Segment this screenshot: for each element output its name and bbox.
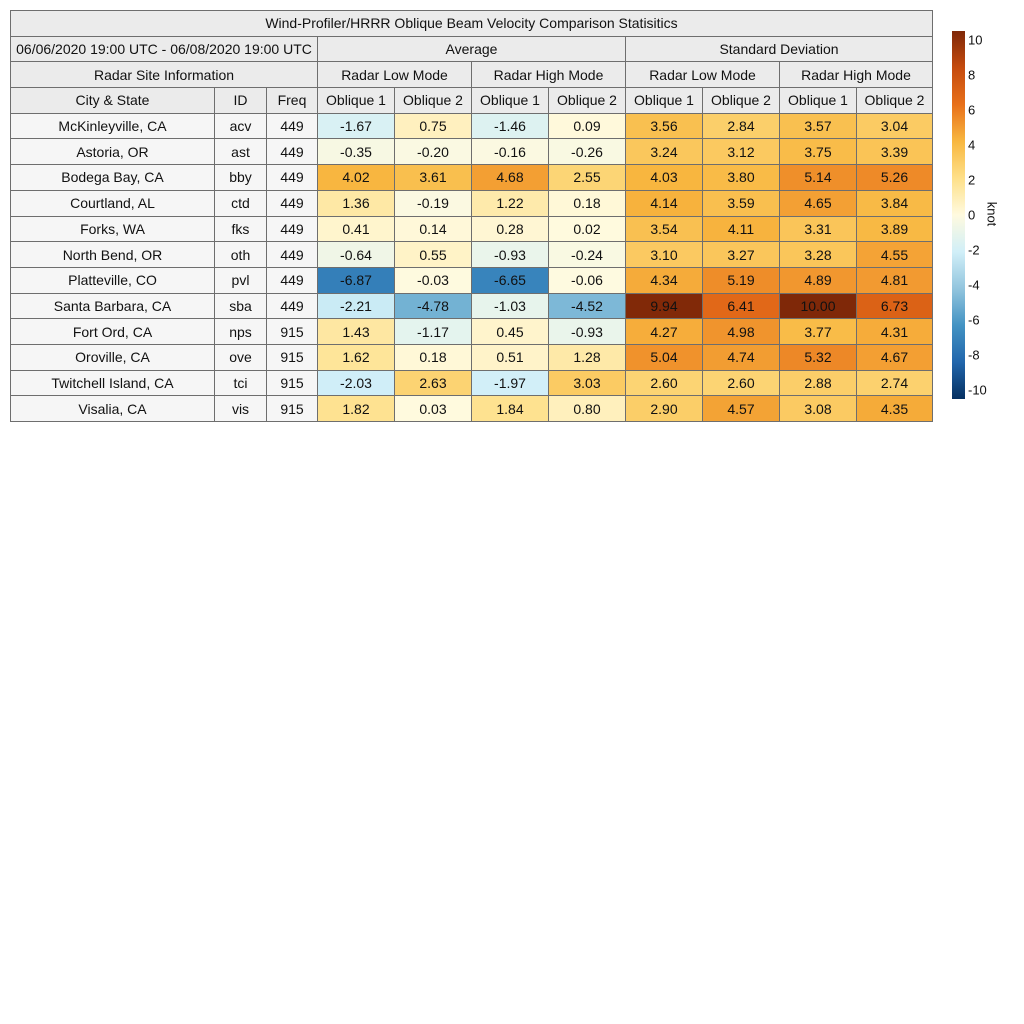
value-cell: 4.27: [626, 319, 703, 345]
table-row: [11, 165, 933, 191]
value-cell: 3.39: [857, 139, 933, 165]
value-cell: 0.02: [549, 216, 626, 242]
city-cell: Bodega Bay, CA: [11, 165, 215, 191]
colorbar-tick-label: -4: [968, 277, 980, 293]
std-high-mode-header: Radar High Mode: [780, 62, 933, 88]
value-cell: 0.03: [395, 396, 472, 422]
value-column-header: Oblique 1: [318, 88, 395, 114]
freq-cell: 915: [267, 319, 318, 345]
value-cell: 3.59: [703, 190, 780, 216]
value-cell: 4.55: [857, 242, 933, 268]
freq-cell: 449: [267, 165, 318, 191]
value-cell: 4.34: [626, 267, 703, 293]
freq-cell: 449: [267, 242, 318, 268]
table-row: [11, 139, 933, 165]
colorbar-tick-label: -2: [968, 242, 980, 258]
value-cell: 10.00: [780, 293, 857, 319]
value-cell: -0.03: [395, 267, 472, 293]
value-cell: 2.84: [703, 113, 780, 139]
colorbar-tick-label: -8: [968, 347, 980, 363]
value-cell: 4.14: [626, 190, 703, 216]
statistics-table: [10, 10, 933, 422]
value-cell: 3.28: [780, 242, 857, 268]
avg-high-mode-header: Radar High Mode: [472, 62, 626, 88]
value-cell: 4.02: [318, 165, 395, 191]
city-cell: Fort Ord, CA: [11, 319, 215, 345]
freq-column-header: Freq: [267, 88, 318, 114]
value-column-header: Oblique 2: [703, 88, 780, 114]
value-cell: 4.68: [472, 165, 549, 191]
city-cell: Forks, WA: [11, 216, 215, 242]
std-dev-header: Standard Deviation: [626, 36, 933, 62]
freq-cell: 449: [267, 139, 318, 165]
value-column-header: Oblique 2: [857, 88, 933, 114]
city-cell: Platteville, CO: [11, 267, 215, 293]
value-cell: -2.21: [318, 293, 395, 319]
table-title: Wind-Profiler/HRRR Oblique Beam Velocity Comparison Statisitics: [11, 11, 933, 37]
value-cell: -6.87: [318, 267, 395, 293]
std-low-mode-header: Radar Low Mode: [626, 62, 780, 88]
value-cell: 4.57: [703, 396, 780, 422]
freq-cell: 449: [267, 267, 318, 293]
value-cell: 4.35: [857, 396, 933, 422]
city-cell: Visalia, CA: [11, 396, 215, 422]
value-cell: 4.65: [780, 190, 857, 216]
value-column-header: Oblique 2: [549, 88, 626, 114]
value-cell: -0.16: [472, 139, 549, 165]
value-cell: 3.61: [395, 165, 472, 191]
value-cell: 2.55: [549, 165, 626, 191]
value-cell: -1.67: [318, 113, 395, 139]
table-row: [11, 344, 933, 370]
value-cell: 5.04: [626, 344, 703, 370]
colorbar-tick-label: 6: [968, 102, 976, 118]
value-cell: 1.22: [472, 190, 549, 216]
id-cell: oth: [215, 242, 267, 268]
id-cell: bby: [215, 165, 267, 191]
colorbar-tick-label: 2: [968, 172, 976, 188]
value-cell: 3.31: [780, 216, 857, 242]
id-cell: ove: [215, 344, 267, 370]
freq-cell: 915: [267, 344, 318, 370]
value-cell: 2.60: [626, 370, 703, 396]
value-cell: 0.55: [395, 242, 472, 268]
colorbar-tick-label: 4: [968, 137, 976, 153]
value-column-header: Oblique 2: [395, 88, 472, 114]
value-cell: 0.75: [395, 113, 472, 139]
value-cell: 4.98: [703, 319, 780, 345]
value-cell: 3.08: [780, 396, 857, 422]
city-column-header: City & State: [11, 88, 215, 114]
value-cell: 0.80: [549, 396, 626, 422]
site-info-header: Radar Site Information: [11, 62, 318, 88]
table-row: [11, 293, 933, 319]
average-header: Average: [318, 36, 626, 62]
value-cell: -0.64: [318, 242, 395, 268]
table-row: [11, 242, 933, 268]
table-row: [11, 190, 933, 216]
value-cell: 2.90: [626, 396, 703, 422]
value-cell: -4.52: [549, 293, 626, 319]
table-row: [11, 319, 933, 345]
avg-low-mode-header: Radar Low Mode: [318, 62, 472, 88]
value-column-header: Oblique 1: [626, 88, 703, 114]
id-cell: fks: [215, 216, 267, 242]
value-cell: 1.62: [318, 344, 395, 370]
value-cell: 0.18: [395, 344, 472, 370]
value-cell: 3.24: [626, 139, 703, 165]
freq-cell: 449: [267, 293, 318, 319]
table-row: [11, 370, 933, 396]
value-column-header: Oblique 1: [780, 88, 857, 114]
value-cell: 4.89: [780, 267, 857, 293]
value-cell: 0.18: [549, 190, 626, 216]
value-cell: 6.41: [703, 293, 780, 319]
id-cell: pvl: [215, 267, 267, 293]
city-cell: Oroville, CA: [11, 344, 215, 370]
city-cell: Courtland, AL: [11, 190, 215, 216]
value-cell: 3.10: [626, 242, 703, 268]
colorbar-tick-label: -10: [968, 382, 987, 398]
value-cell: 0.45: [472, 319, 549, 345]
value-cell: 2.74: [857, 370, 933, 396]
value-cell: -0.35: [318, 139, 395, 165]
id-cell: ast: [215, 139, 267, 165]
id-column-header: ID: [215, 88, 267, 114]
value-cell: 1.84: [472, 396, 549, 422]
value-cell: 0.51: [472, 344, 549, 370]
colorbar-tick-label: 8: [968, 67, 976, 83]
city-cell: Santa Barbara, CA: [11, 293, 215, 319]
id-cell: sba: [215, 293, 267, 319]
value-cell: 3.89: [857, 216, 933, 242]
value-cell: 0.14: [395, 216, 472, 242]
freq-cell: 449: [267, 113, 318, 139]
value-cell: 0.41: [318, 216, 395, 242]
value-cell: -6.65: [472, 267, 549, 293]
value-cell: 3.57: [780, 113, 857, 139]
value-cell: -1.46: [472, 113, 549, 139]
value-cell: 1.28: [549, 344, 626, 370]
value-cell: 4.31: [857, 319, 933, 345]
value-cell: -2.03: [318, 370, 395, 396]
colorbar-tick-label: 10: [968, 32, 983, 48]
city-cell: North Bend, OR: [11, 242, 215, 268]
value-cell: 4.67: [857, 344, 933, 370]
value-cell: 3.54: [626, 216, 703, 242]
value-cell: 3.04: [857, 113, 933, 139]
colorbar-tick-label: 0: [968, 207, 976, 223]
freq-cell: 915: [267, 396, 318, 422]
id-cell: acv: [215, 113, 267, 139]
freq-cell: 915: [267, 370, 318, 396]
value-cell: 6.73: [857, 293, 933, 319]
value-cell: 0.28: [472, 216, 549, 242]
value-cell: 2.88: [780, 370, 857, 396]
value-column-header: Oblique 1: [472, 88, 549, 114]
value-cell: 5.32: [780, 344, 857, 370]
colorbar-unit-label: knot: [984, 201, 1000, 227]
table-row: [11, 267, 933, 293]
value-cell: 1.43: [318, 319, 395, 345]
city-cell: Twitchell Island, CA: [11, 370, 215, 396]
value-cell: 3.56: [626, 113, 703, 139]
value-cell: -1.17: [395, 319, 472, 345]
value-cell: 1.36: [318, 190, 395, 216]
value-cell: -4.78: [395, 293, 472, 319]
value-cell: 4.11: [703, 216, 780, 242]
value-cell: 5.14: [780, 165, 857, 191]
value-cell: -0.20: [395, 139, 472, 165]
value-cell: 0.09: [549, 113, 626, 139]
freq-cell: 449: [267, 190, 318, 216]
value-cell: 3.80: [703, 165, 780, 191]
value-cell: 3.12: [703, 139, 780, 165]
id-cell: ctd: [215, 190, 267, 216]
value-cell: 5.26: [857, 165, 933, 191]
city-cell: McKinleyville, CA: [11, 113, 215, 139]
id-cell: vis: [215, 396, 267, 422]
table-row: [11, 396, 933, 422]
value-cell: 3.77: [780, 319, 857, 345]
colorbar: [952, 31, 965, 399]
value-cell: 3.84: [857, 190, 933, 216]
value-cell: 3.03: [549, 370, 626, 396]
table-row: [11, 216, 933, 242]
value-cell: 4.03: [626, 165, 703, 191]
value-cell: 4.74: [703, 344, 780, 370]
value-cell: -1.97: [472, 370, 549, 396]
value-cell: 9.94: [626, 293, 703, 319]
value-cell: -0.19: [395, 190, 472, 216]
value-cell: -1.03: [472, 293, 549, 319]
freq-cell: 449: [267, 216, 318, 242]
value-cell: 1.82: [318, 396, 395, 422]
colorbar-gradient: [952, 31, 965, 399]
value-cell: 2.63: [395, 370, 472, 396]
date-range: 06/06/2020 19:00 UTC - 06/08/2020 19:00 UTC: [11, 36, 318, 62]
id-cell: tci: [215, 370, 267, 396]
value-cell: 4.81: [857, 267, 933, 293]
value-cell: 5.19: [703, 267, 780, 293]
value-cell: -0.06: [549, 267, 626, 293]
value-cell: 2.60: [703, 370, 780, 396]
table-row: [11, 113, 933, 139]
city-cell: Astoria, OR: [11, 139, 215, 165]
value-cell: 3.75: [780, 139, 857, 165]
value-cell: -0.24: [549, 242, 626, 268]
value-cell: 3.27: [703, 242, 780, 268]
value-cell: -0.26: [549, 139, 626, 165]
colorbar-tick-label: -6: [968, 312, 980, 328]
value-cell: -0.93: [549, 319, 626, 345]
value-cell: -0.93: [472, 242, 549, 268]
id-cell: nps: [215, 319, 267, 345]
